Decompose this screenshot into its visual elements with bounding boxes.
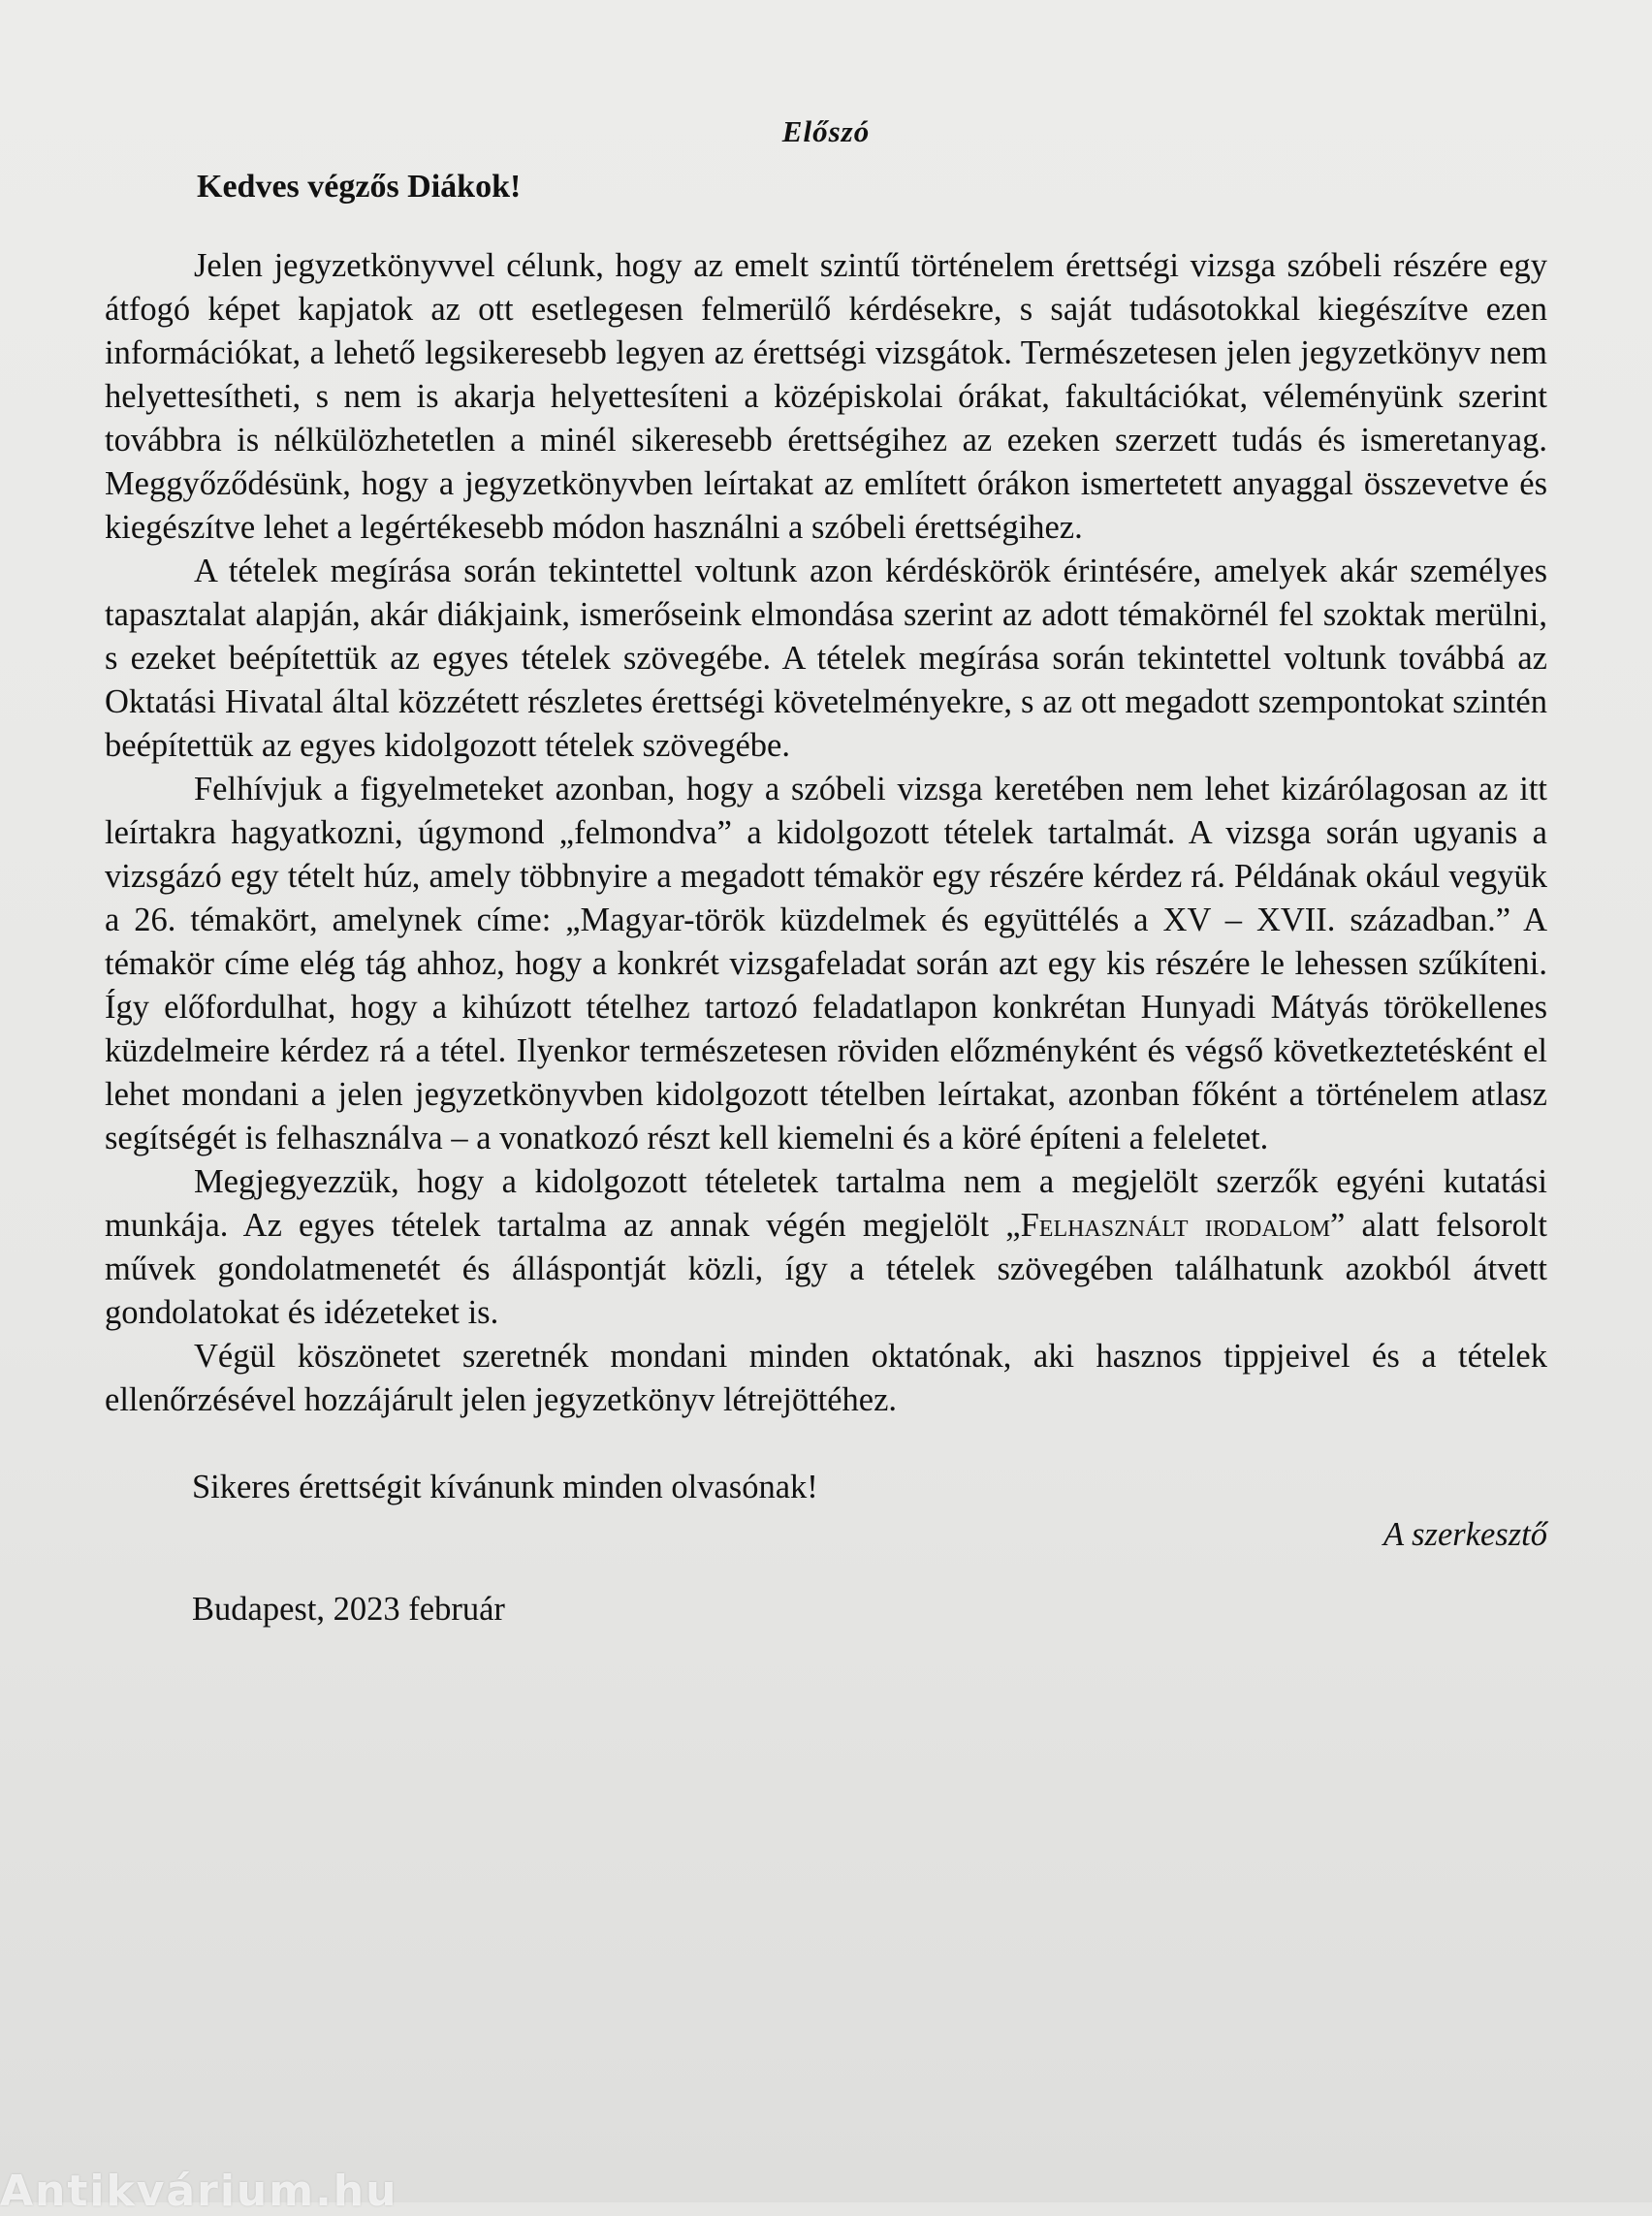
paragraph-4-text-after: ” alatt felsorolt művek gondolatmenetét és álláspontját közli, így a tételek szövegében találhatunk azokból átvett gondolatokat és idézeteket is. xyxy=(105,1207,1547,1331)
page-title: Előszó xyxy=(781,114,871,148)
paragraph-3: Felhívjuk a figyelmeteket azonban, hogy a szóbeli vizsga keretében nem lehet kizárólagosan az itt leírtakra hagyatkozni, úgymond „felmondva” a kidolgozott tételek tartalmát. A vizsga során ugyanis a vizsgázó egy tételt húz, amely többnyire a megadott témakör egy részére kérdez rá. Példának okául vegyük a 26. témakört, amelynek címe: „Magyar-török küzdelmek és együttélés a XV – XVII. században.” A témakör címe elég tág ahhoz, hogy a konkrét vizsgafeladat során azt egy kis részére le lehessen szűkíteni. Így előfordulhat, hogy a kihúzott tételhez tartozó feladatlapon konkrétan Hunyadi Mátyás törökellenes küzdelmeire kérdez rá a tétel. Ilyenkor természetesen röviden előzményként és végső következtetésként el lehet mondani a jelen jegyzetkönyvben kidolgozott tételben leírtakat, azonban főként a történelem atlasz segítségét is felhasználva – a vonatkozó részt kell kiemelni és a köré építeni a feleletet. xyxy=(105,771,1547,1156)
paragraph-5: Végül köszönetet szeretnék mondani minden oktatónak, aki hasznos tippjeivel és a tételek ellenőrzésével hozzájárult jelen jegyzetkönyv létrejöttéhez. xyxy=(105,1338,1547,1418)
watermark: Antikvárium.hu xyxy=(0,2167,398,2216)
place-and-date: Budapest, 2023 február xyxy=(192,1591,505,1628)
editor-signature: A szerkesztő xyxy=(1383,1516,1547,1553)
paragraph-2: A tételek megírása során tekintettel voltunk azon kérdéskörök érintésére, amelyek akár személyes tapasztalat alapján, akár diákjaink, ismerőseink elmondása szerint az adott témakörnél fel szoktak merülni, s ezeket beépítettük az egyes tételek szövegébe. A tételek megírása során tekintettel voltunk továbbá az Oktatási Hivatal által közzétett részletes érettségi követelményekre, s az ott megadott szempontokat szintén beépítettük az egyes kidolgozott tételek szövegébe. xyxy=(105,553,1547,764)
bibliography-reference: Felhasznált irodalom xyxy=(1020,1207,1331,1244)
paragraph-4-text-before: Megjegyezzük, hogy a kidolgozott tételetek tartalma nem a megjelölt szerzők egyéni kutatási munkája. Az egyes tételek tartalma az annak végén megjelölt „ xyxy=(105,1163,1547,1244)
paragraph-1: Jelen jegyzetkönyvvel célunk, hogy az emelt szintű történelem érettségi vizsga szóbeli részére egy átfogó képet kapjatok az ott esetlegesen felmerülő kérdésekre, s saját tudásotokkal kiegészítve ezen információkat, a lehető legsikeresebb legyen az érettségi vizsgátok. Természetesen jelen jegyzetkönyv nem helyettesítheti, s nem is akarja helyettesíteni a középiskolai órákat, fakultációkat, véleményünk szerint továbbra is nélkülözhetetlen a minél sikeresebb érettségihez az ezeken szerzett tudás és ismeretanyag. Meggyőződésünk, hogy a jegyzetkönyvben leírtakat az említett órákon ismertetett anyaggal összevetve és kiegészítve lehet a legértékesebb módon használni a szóbeli érettségihez. xyxy=(105,247,1547,546)
foreword-document xyxy=(105,114,1547,1629)
paragraph-4 xyxy=(105,1160,1547,1335)
closing-wish: Sikeres érettségit kívánunk minden olvasónak! xyxy=(192,1469,818,1505)
salutation: Kedves végzős Diákok! xyxy=(197,169,522,205)
